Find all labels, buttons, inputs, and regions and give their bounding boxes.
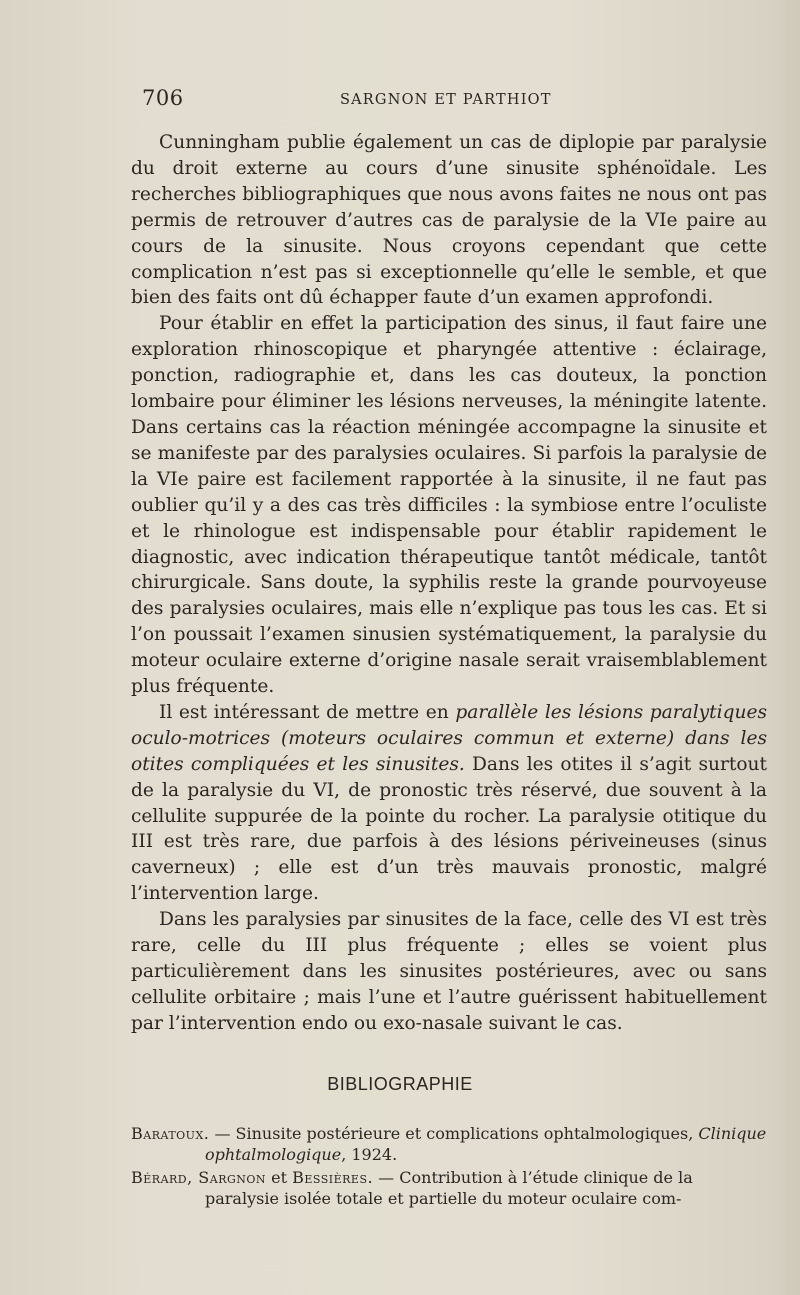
paragraph-4: Dans les paralysies par sinusites de la face, celle des VI est très rare, celle du III plus fréquente ; elles se voient plus particulièrement dans les sinusites postérieures, avec ou sans cellulite orbitaire ; mais l’une et l’autre guérissent habituellement par l’intervention endo ou exo-nasale suivant le cas. (131, 909, 767, 1034)
entry-and: et (266, 1168, 293, 1187)
running-head: SARGNON ET PARTHIOT (340, 92, 552, 108)
paragraph-3-italic: parallèle les lésions paralytiques oculo-motrices (moteurs oculaires commun et externe) dans les otites compliquées et les sinusites. (131, 701, 767, 775)
bibliography-entry (131, 1168, 767, 1209)
page-number: 706 (142, 86, 184, 110)
entry-author: Baratoux. (131, 1124, 210, 1143)
paragraph-1: Cunningham publie également un cas de diplopie par paralysie du droit externe au cours d’une sinusite sphénoïdale. Les recherches bibliographiques que nous avons faites ne nous ont pas permis de retrouver d’autres cas de paralysie de la VIe paire au cours de la sinusite. Nous croyons cependant que cette complication n’est pas si exceptionnelle qu’elle le semble, et que bien des faits ont dû échapper faute d’un examen approfondi. (131, 132, 767, 309)
paragraph-3-start: Il est intéressant de mettre en (159, 701, 449, 723)
bibliography-list (131, 1124, 767, 1212)
page-header (142, 86, 762, 116)
body-text (131, 130, 767, 1037)
entry-year: , 1924. (341, 1144, 398, 1164)
entry-text: — Contribution à l’étude clinique de la paralysie isolée totale et partielle du moteur oculaire com- (205, 1168, 693, 1208)
entry-author: Bessières. (292, 1168, 374, 1187)
entry-author: Bérard, Sargnon (131, 1168, 267, 1187)
paragraph-3 (131, 700, 767, 907)
bibliography-title: BIBLIOGRAPHIE (327, 1074, 473, 1094)
entry-text: — Sinusite postérieure et complications ophtalmologiques, (209, 1124, 699, 1143)
bibliography-entry (131, 1124, 767, 1165)
entry-journal: Clinique ophtalmologique (205, 1124, 767, 1164)
paragraph-2: Pour établir en effet la participation des sinus, il faut faire une exploration rhinoscopique et pharyngée attentive : éclairage, ponction, radiographie et, dans les cas douteux, la ponction lombaire pour éliminer les lésions nerveuses, la méningite latente. Dans certains cas la réaction méningée accompagne la sinusite et se manifeste par des paralysies oculaires. Si parfois la paralysie de la VIe paire est facilement rapportée à la sinusite, il ne faut pas oublier qu’il y a des cas très difficiles : la symbiose entre l’oculiste et le rhinologue est indispensable pour établir rapidement le diagnostic, avec indication thérapeutique tantôt médicale, tantôt chirurgicale. Sans doute, la syphilis reste la grande pourvoyeuse des paralysies oculaires, mais elle n’explique pas tous les cas. Et si l’on poussait l’examen sinusien systématiquement, la paralysie du moteur oculaire externe d’origine nasale serait vraisemblablement plus fréquente. (131, 313, 767, 698)
paragraph-3-end: Dans les otites il s’agit surtout de la paralysie du VI, de pronostic très réservé, due souvent à la cellulite suppurée de la pointe du rocher. La paralysie otitique du III est très rare, due parfois à des lésions périveineuses (sinus caverneux) ; elle est d’un très mauvais pronostic, malgré l’intervention large. (131, 753, 767, 905)
